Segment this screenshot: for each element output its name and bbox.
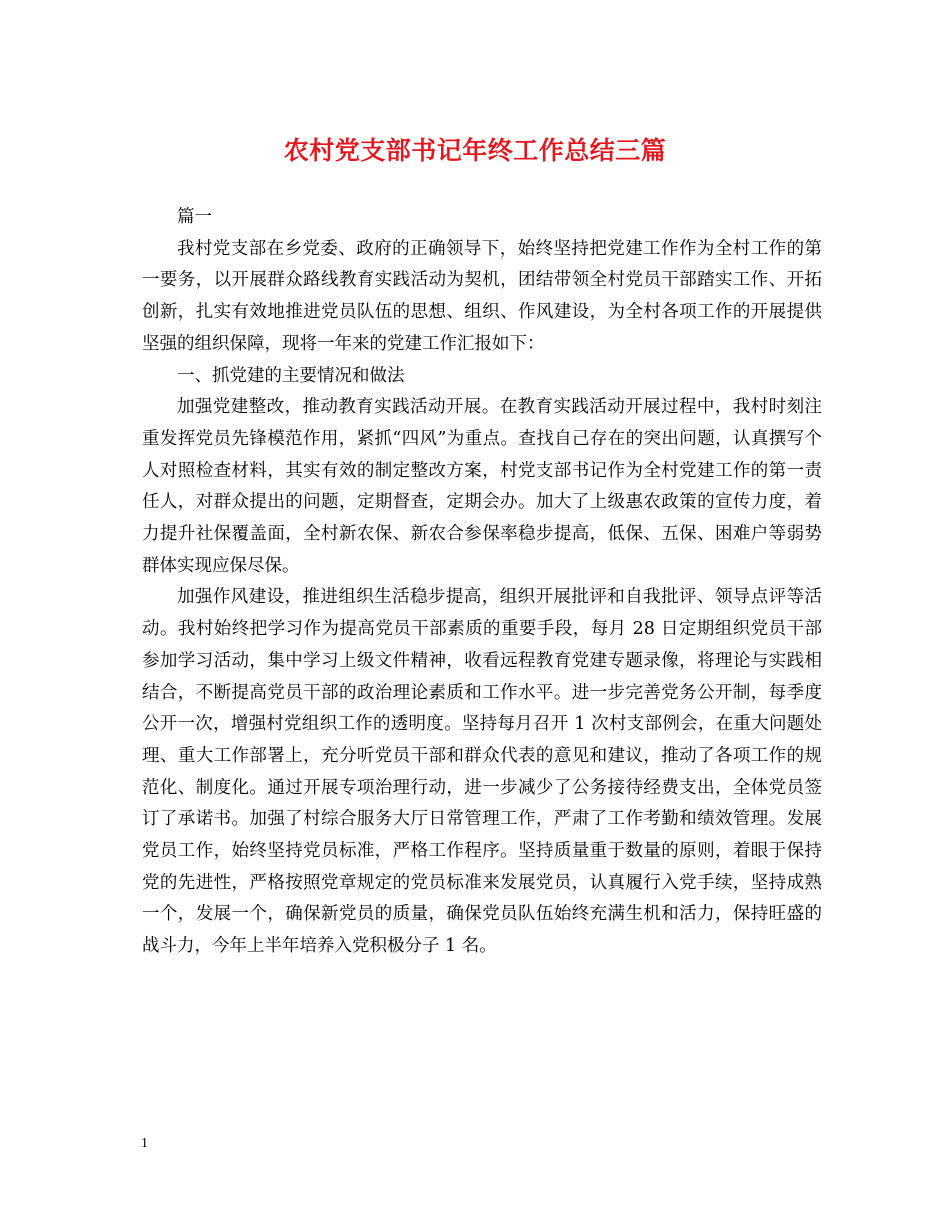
body-paragraph: 加强党建整改，推动教育实践活动开展。在教育实践活动开展过程中，我村时刻注重发挥党员先锋模范作用，紧抓“四风”为重点。查找自己存在的突出问题，认真撰写个人对照检查材料，其实有效的制定整改方案，村党支部书记作为全村党建工作的第一责任人，对群众提出的问题，定期督查，定期会办。加大了上级惠农政策的宣传力度，着力提升社保覆盖面，全村新农保、新农合参保率稳步提高，低保、五保、困难户等弱势群体实现应保尽保。: [142, 397, 822, 576]
document-body: [142, 202, 822, 963]
body-paragraph: 加强作风建设，推进组织生活稳步提高，组织开展批评和自我批评、领导点评等活动。我村始终把学习作为提高党员干部素质的重要手段，每月 28 日定期组织党员干部参加学习活动，集中学习上级文件精神，收看远程教育党建专题录像，将理论与实践相结合，不断提高党员干部的政治理论素质和工作水平。进一步完善党务公开制，每季度公开一次，增强村党组织工作的透明度。坚持每月召开 1 次村支部例会，在重大问题处理、重大工作部署上，充分听党员干部和群众代表的意见和建议，推动了各项工作的规范化、制度化。通过开展专项治理行动，进一步减少了公务接待经费支出，全体党员签订了承诺书。加强了村综合服务大厅日常管理工作，严肃了工作考勤和绩效管理。发展党员工作，始终坚持党员标准，严格工作程序。坚持质量重于数量的原则，着眼于保持党的先进性，严格按照党章规定的党员标准来发展党员，认真履行入党手续，坚持成熟一个，发展一个，确保新党员的质量，确保党员队伍始终充满生机和活力，保持旺盛的战斗力，今年上半年培养入党积极分子 1 名。: [142, 587, 822, 957]
intro-paragraph: 我村党支部在乡党委、政府的正确领导下，始终坚持把党建工作作为全村工作的第一要务，以开展群众路线教育实践活动为契机，团结带领全村党员干部踏实工作、开拓创新，扎实有效地推进党员队伍的思想、组织、作风建设，为全村各项工作的开展提供坚强的组织保障，现将一年来的党建工作汇报如下：: [142, 238, 822, 354]
section-heading-part-one: 篇一: [177, 207, 212, 227]
subsection-heading: 一、抓党建的主要情况和做法: [177, 365, 405, 386]
page-number: 1: [141, 1136, 148, 1151]
document-title: 农村党支部书记年终工作总结三篇: [283, 136, 667, 165]
